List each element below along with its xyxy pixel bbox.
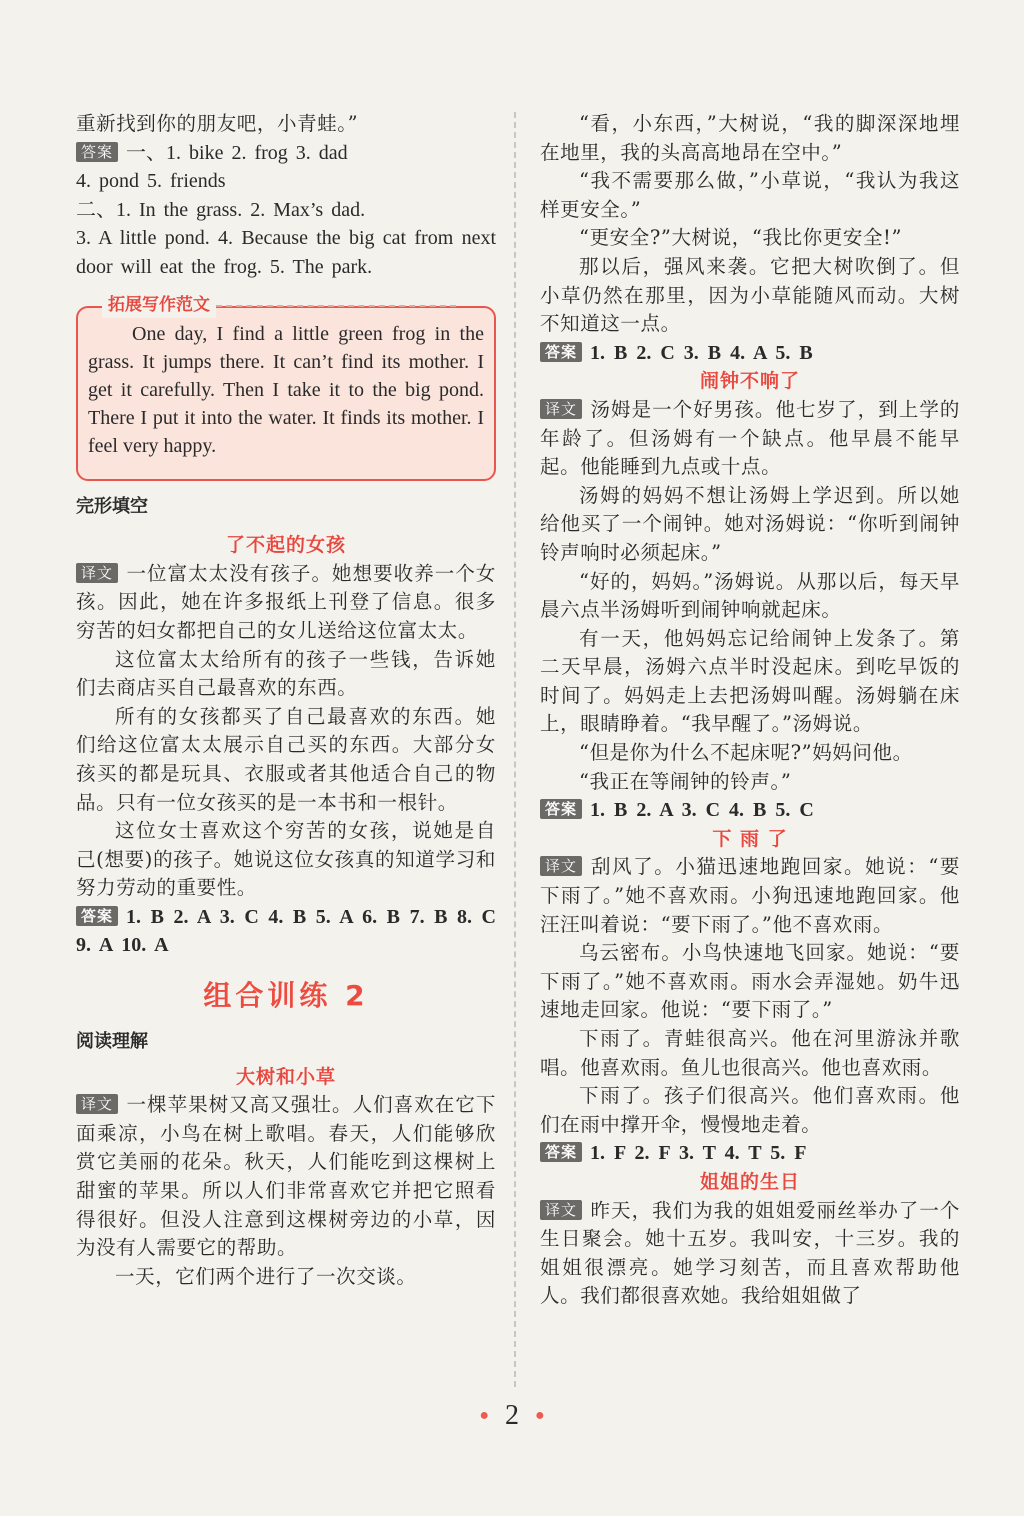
story-title: 了不起的女孩 xyxy=(225,534,346,557)
paragraph-text: 昨天，我们为我的姐姐爱丽丝举办了一个生日聚会。她十五岁。我叫安，十三岁。我的姐姐很漂亮。她学习刻苦，而且喜欢帮助他人。我们都很喜欢她。我给姐姐做了 xyxy=(540,1198,960,1308)
answer-text: 1. B 2. A 3. C 4. B 5. C xyxy=(590,799,814,822)
paragraph: “好的，妈妈。”汤姆说。从那以后，每天早晨六点半汤姆听到闹钟响就起床。 xyxy=(540,569,960,622)
paragraph: “更安全?”大树说，“我比你更安全!” xyxy=(579,226,903,250)
paragraph: “但是你为什么不起床呢?”妈妈问他。 xyxy=(579,741,913,765)
cloze-heading: 完形填空 xyxy=(76,495,148,517)
paragraph: 这位女士喜欢这个穷苦的女孩，说她是自己(想要)的孩子。她说这位女孩真的知道学习和努力劳动的重要性。 xyxy=(76,819,496,900)
paragraph: “我不需要那么做，”小草说，“我认为我这样更安全。” xyxy=(540,169,960,221)
writing-sample-box xyxy=(76,294,496,481)
paragraph: 那以后，强风来袭。它把大树吹倒了。但小草仍然在那里，因为小草能随风而动。大树不知道这一点。 xyxy=(540,254,960,336)
story-title: 下 雨 了 xyxy=(712,827,788,850)
story-title: 姐姐的生日 xyxy=(699,1170,800,1193)
answer-block-2 xyxy=(76,903,496,960)
paragraph-text: 一棵苹果树又高又强壮。人们喜欢在它下面乘凉，小鸟在树上歌唱。春天，人们能够欣赏它美丽的花朵。秋天，人们能吃到这棵树上甜蜜的苹果。所以人们非常喜欢它并把它照看得很好。但没人注意到这棵树旁边的小草，因为没有人需要它的帮助。 xyxy=(76,1093,496,1260)
dot-icon: ● xyxy=(535,1407,545,1424)
paragraph xyxy=(76,1091,496,1263)
page-footer xyxy=(0,1400,1024,1432)
translation-tag: 译文 xyxy=(76,1094,118,1114)
translation-tag: 译文 xyxy=(540,1200,582,1220)
paragraph: 一天，它们两个进行了一次交谈。 xyxy=(115,1264,417,1288)
reading-heading: 阅读理解 xyxy=(76,1031,148,1053)
paragraph-text: 汤姆是一个好男孩。他七岁了，到上学的年龄了。但汤姆有一个缺点。他早晨不能早起。他能睡到九点或十点。 xyxy=(540,397,960,479)
answer-tag: 答案 xyxy=(540,799,582,819)
translation-tag: 译文 xyxy=(540,856,582,876)
right-column xyxy=(540,110,960,1311)
answer-line: 一、1. bike 2. frog 3. dad xyxy=(126,141,348,164)
column-divider xyxy=(514,112,516,1387)
paragraph: 所有的女孩都买了自己最喜欢的东西。她们给这位富太太展示自己买的东西。大部分女孩买的都是玩具、衣服或者其他适合自己的物品。只有一位女孩买的是一本书和一根针。 xyxy=(76,704,496,814)
paragraph-text: 一位富太太没有孩子。她想要收养一个女孩。因此，她在许多报纸上刊登了信息。很多穷苦的妇女都把自己的女儿送给这位富太太。 xyxy=(76,561,496,642)
paragraph: “我正在等闹钟的铃声。” xyxy=(579,769,792,793)
paragraph: 下雨了。青蛙很高兴。他在河里游泳并歌唱。他喜欢雨。鱼儿也很高兴。他也喜欢雨。 xyxy=(540,1027,960,1079)
answer-block-1 xyxy=(76,139,496,168)
paragraph: 乌云密布。小鸟快速地飞回家。她说：“要下雨了。”她不喜欢雨。雨水会弄湿她。奶牛迅速地走回家。他说：“要下雨了。” xyxy=(540,941,960,1022)
intro-line: 重新找到你的朋友吧，小青蛙。” xyxy=(76,112,359,135)
translation-tag: 译文 xyxy=(76,563,118,583)
writing-sample-label: 拓展写作范文 xyxy=(102,292,216,318)
answer-text: 1. F 2. F 3. T 4. T 5. F xyxy=(590,1142,807,1165)
answer-line: 二、1. In the grass. 2. Max’s dad. xyxy=(76,198,366,221)
answer-block-5 xyxy=(540,1139,960,1168)
paragraph xyxy=(540,396,960,482)
answer-line: 4. pond 5. friends xyxy=(76,170,226,193)
answer-line: 3. A little pond. 4. Because the big cat from next door will eat the frog. 5. The park. xyxy=(76,227,496,278)
story-title: 闹钟不响了 xyxy=(699,370,800,393)
answer-text: 1. B 2. A 3. C 4. B 5. A 6. B 7. B 8. C 9. A 10. A xyxy=(76,905,496,957)
translation-tag: 译文 xyxy=(540,399,582,419)
answer-tag: 答案 xyxy=(540,1142,582,1162)
answer-block-3 xyxy=(540,339,960,368)
paragraph xyxy=(540,853,960,939)
paragraph xyxy=(540,1197,960,1311)
dot-icon: ● xyxy=(479,1407,489,1424)
answer-tag: 答案 xyxy=(76,142,118,162)
answer-tag: 答案 xyxy=(76,906,118,926)
paragraph: “看，小东西，”大树说，“我的脚深深地埋在地里，我的头高高地昂在空中。” xyxy=(540,112,960,164)
paragraph: 下雨了。孩子们很高兴。他们喜欢雨。他们在雨中撑开伞，慢慢地走着。 xyxy=(540,1084,960,1136)
writing-sample-text: One day, I find a little green frog in the grass. It jumps there. It can’t find its mother. I get it carefully. Then I take it to the big pond. There I put it into the water. It finds its mother. I feel very happy. xyxy=(88,322,484,458)
story-title: 大树和小草 xyxy=(235,1065,336,1088)
paragraph: 有一天，他妈妈忘记给闹钟上发条了。第二天早晨，汤姆六点半时没起床。到吃早饭的时间了。妈妈走上去把汤姆叫醒。汤姆躺在床上，眼睛睁着。“我早醒了。”汤姆说。 xyxy=(540,626,960,736)
left-column xyxy=(76,110,496,1291)
paragraph-text: 刮风了。小猫迅速地跑回家。她说：“要下雨了。”她不喜欢雨。小狗迅速地跑回家。他汪汪叫着说：“要下雨了。”他不喜欢雨。 xyxy=(540,855,960,936)
unit-title: 组合训练 2 xyxy=(203,979,369,1013)
paragraph xyxy=(76,560,496,646)
answer-tag: 答案 xyxy=(540,342,582,362)
page-number: 2 xyxy=(505,1400,519,1431)
answer-text: 1. B 2. C 3. B 4. A 5. B xyxy=(590,341,813,364)
paragraph: 汤姆的妈妈不想让汤姆上学迟到。所以她给他买了一个闹钟。她对汤姆说：“你听到闹钟铃声响时必须起床。” xyxy=(540,483,960,564)
answer-block-4 xyxy=(540,796,960,825)
paragraph: 这位富太太给所有的孩子一些钱，告诉她们去商店买自己最喜欢的东西。 xyxy=(76,647,496,700)
